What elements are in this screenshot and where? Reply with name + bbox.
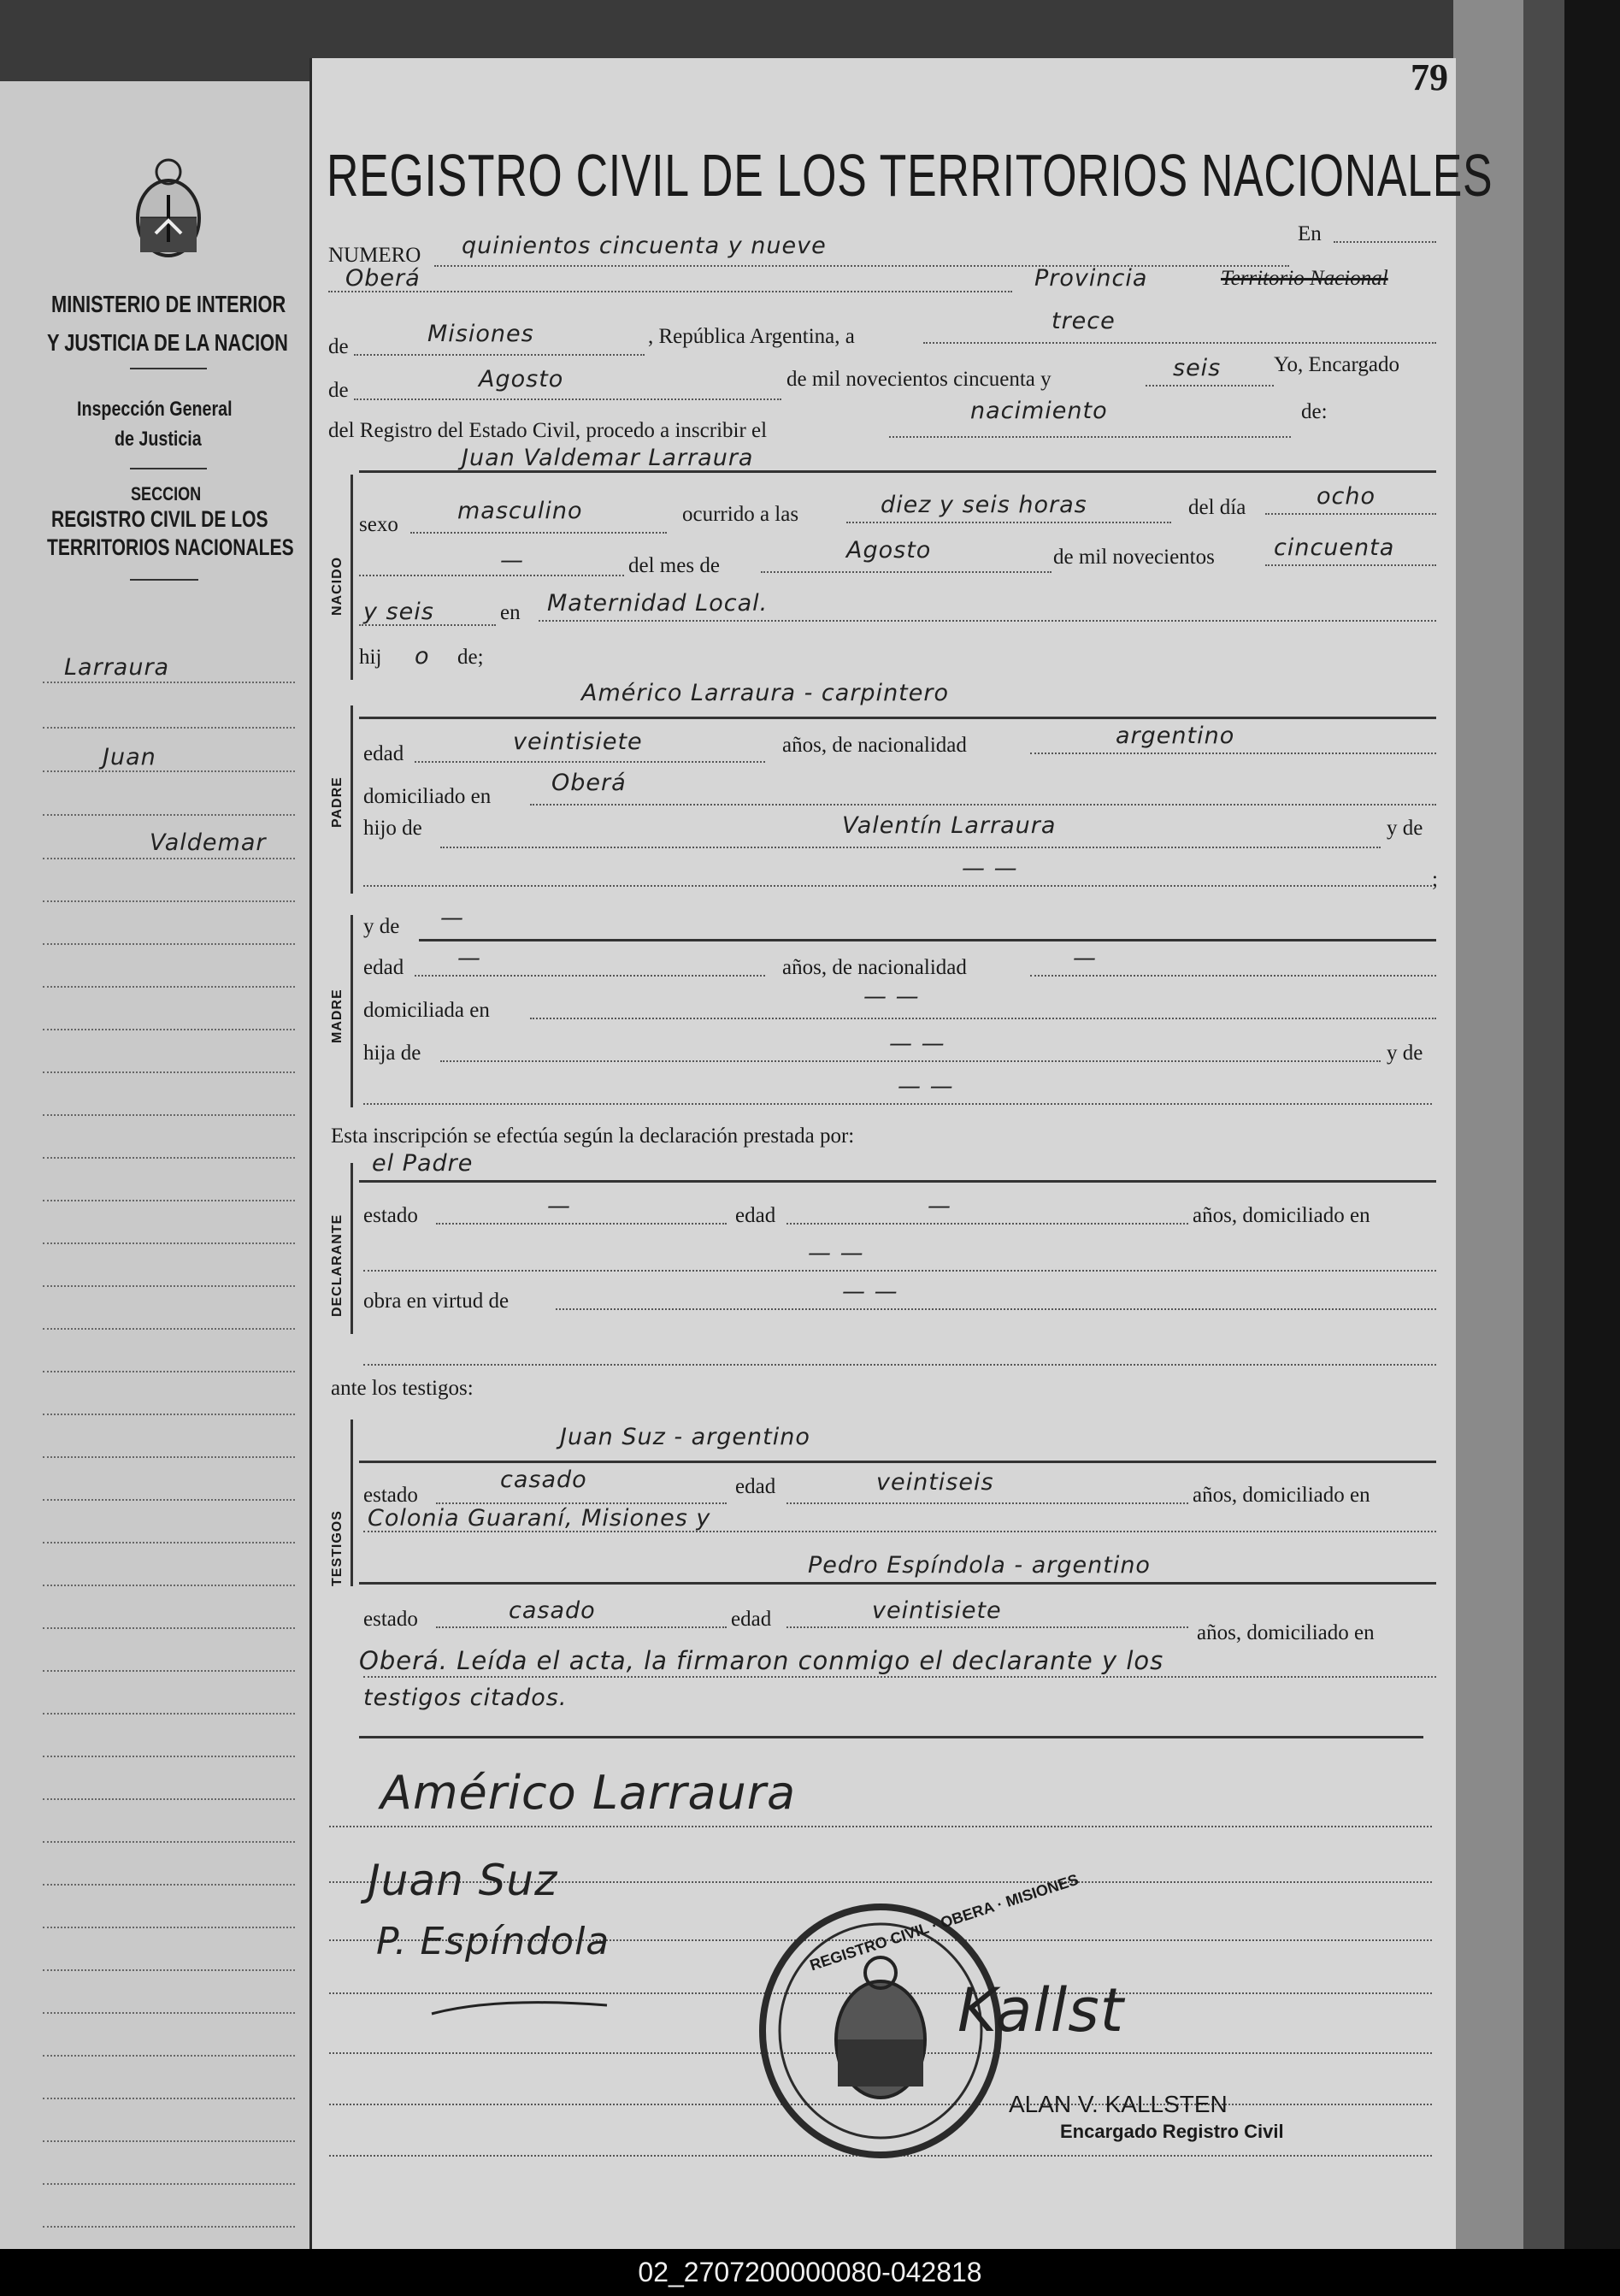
ruled-line [43, 1542, 295, 1543]
hora-value: diez y seis horas [881, 492, 1087, 518]
madre-nac-dash: — [1073, 945, 1097, 971]
book-spine-shadow [1523, 0, 1564, 2249]
field-line [440, 847, 1381, 848]
name-line [359, 1461, 1436, 1463]
del-mes-label: del mes de [628, 554, 720, 577]
de-label: de [328, 335, 349, 358]
ruled-line [43, 770, 295, 772]
name-line [359, 1180, 1436, 1183]
ruled-line [43, 682, 295, 683]
ruled-line [43, 2012, 295, 2014]
section-bracket [351, 1163, 353, 1334]
estado-label: estado [363, 1204, 418, 1227]
hijo-label-a: hij [359, 646, 382, 669]
ruled-line [43, 1713, 295, 1715]
de-colon: de: [1301, 400, 1328, 423]
nacionalidad-label: años, de nacionalidad [782, 734, 967, 757]
t2-domicilio: Oberá. Leída el acta, la firmaron conmigo el declarante y los [359, 1646, 1164, 1675]
field-line [556, 1308, 1436, 1310]
del-dia-label: del día [1188, 496, 1246, 519]
ruled-line [43, 1071, 295, 1073]
name-line [359, 1582, 1436, 1585]
field-line [363, 1676, 1436, 1678]
ruled-line [43, 2183, 295, 2185]
madre-dom-dashes: — — [863, 983, 920, 1010]
madre-dash: — [440, 905, 464, 931]
section-bracket [351, 915, 353, 1107]
ruled-line [43, 1328, 295, 1330]
field-line [434, 265, 1289, 267]
madre-hija-dashes: — — [889, 1030, 945, 1057]
field-line [359, 575, 624, 576]
padre-dashes: — — [962, 855, 1018, 882]
hijo-value: o [415, 643, 430, 670]
decl-obra-dashes: — — [842, 1278, 898, 1305]
declarante-section-label: DECLARANTE [330, 1213, 345, 1317]
field-line [354, 398, 781, 400]
section-bracket [351, 475, 353, 680]
field-line [539, 620, 1436, 622]
ruled-line [43, 1670, 295, 1672]
field-line [436, 1626, 727, 1628]
field-line [530, 1018, 1436, 1019]
declarante-intro: Esta inscripción se efectúa según la declaración prestada por: [331, 1124, 855, 1148]
dia-value: ocho [1317, 483, 1376, 510]
en-label: En [1298, 222, 1322, 245]
field-line [889, 436, 1291, 438]
divider [130, 579, 198, 581]
provincia-value: Provincia [1034, 265, 1148, 292]
acto-value: nacimiento [970, 398, 1108, 424]
padre-section-label: PADRE [330, 776, 345, 828]
field-line [415, 761, 765, 763]
registro-label: del Registro del Estado Civil, procedo a inscribir el [328, 419, 768, 442]
ruled-line [43, 1627, 295, 1629]
en-label: en [500, 601, 521, 624]
territorio-label: Territorio Nacional [1221, 267, 1388, 290]
page-number: 79 [1411, 56, 1448, 98]
field-line [354, 354, 645, 356]
section-name-1: REGISTRO CIVIL DE LOS [51, 506, 268, 532]
mil-label: de mil novecientos [1053, 546, 1215, 569]
domicilio-label: domiciliada en [363, 999, 490, 1022]
sexo-value: masculino [457, 498, 583, 524]
section-name-2: TERRITORIOS NACIONALES [47, 534, 294, 560]
field-line [415, 975, 765, 977]
ruled-line [43, 1585, 295, 1586]
hijo-label-b: de; [457, 646, 484, 669]
field-line [436, 1223, 727, 1225]
decl-estado-dash: — [547, 1193, 571, 1219]
signature-flourish [427, 1992, 624, 2027]
obra-label: obra en virtud de [363, 1290, 510, 1313]
ruled-line [43, 1969, 295, 1971]
decl-dom-dashes: — — [808, 1240, 864, 1266]
t1-edad: veintiseis [876, 1469, 994, 1496]
numero-value: quinientos cincuenta y nueve [462, 233, 827, 259]
field-line [363, 1103, 1432, 1105]
footer-id: 02_2707200000080-042818 [0, 2249, 1620, 2296]
divider [130, 468, 207, 469]
signature-line [329, 1826, 1432, 1827]
ruled-line [43, 900, 295, 902]
section-label: SECCION [131, 483, 202, 505]
domicilio-value: Oberá [551, 770, 627, 796]
seal-text: REGISTRO CIVIL · OBERA · MISIONES [807, 1870, 1081, 1974]
field-line [363, 1270, 1436, 1272]
ruled-line [43, 1371, 295, 1372]
field-line [1030, 753, 1436, 754]
estado-label: estado [363, 1608, 418, 1631]
mes-value: Agosto [479, 366, 564, 393]
margin-second-name: Valdemar [150, 829, 267, 856]
firma-encargado: Kallst [957, 1975, 1125, 2045]
edad-label: edad [731, 1608, 772, 1631]
field-line [1334, 241, 1436, 243]
t1-nombre: Juan Suz - argentino [560, 1424, 810, 1450]
madre-section-label: MADRE [330, 989, 345, 1043]
ruled-line [43, 858, 295, 859]
edad-label: edad [363, 742, 404, 765]
firma-testigo-1: Juan Suz [368, 1856, 558, 1905]
ruled-line [43, 1200, 295, 1201]
margin-first-name: Juan [103, 744, 156, 770]
firma-testigo-2: P. Espíndola [376, 1920, 610, 1963]
coat-of-arms-icon [130, 156, 207, 263]
testigos-intro: ante los testigos: [331, 1377, 474, 1400]
ruled-line [43, 1927, 295, 1928]
ministry-line-1: MINISTERIO DE INTERIOR [51, 291, 286, 317]
nacionalidad-value: argentino [1116, 723, 1235, 749]
inspection-line-2: de Justicia [115, 428, 202, 451]
field-line [440, 1060, 1381, 1062]
dash-value: — [500, 547, 524, 574]
declarante-nombre: el Padre [372, 1150, 474, 1177]
estado-label: estado [363, 1484, 418, 1507]
lugar-value: Maternidad Local. [547, 590, 769, 617]
de-label: de [328, 379, 349, 402]
page-title: REGISTRO CIVIL DE LOS TERRITORIOS NACIONALES [327, 142, 1493, 209]
republica-label: , República Argentina, a [648, 325, 855, 348]
y-de-label: y de [1387, 1042, 1423, 1065]
field-line [1030, 975, 1436, 977]
t1-estado: casado [500, 1467, 587, 1493]
section-bracket [351, 1420, 353, 1586]
cierre-text: testigos citados. [363, 1685, 568, 1711]
ruled-line [43, 2098, 295, 2099]
close-line [359, 1736, 1423, 1738]
field-line [436, 1502, 727, 1504]
edad-label: edad [735, 1204, 776, 1227]
field-line [1265, 513, 1436, 515]
ruled-line [43, 1157, 295, 1159]
anio-value-2: y seis [363, 599, 434, 625]
dia-value: trece [1052, 308, 1116, 334]
lugar-value: Oberá [345, 265, 421, 292]
field-line [363, 885, 1432, 887]
field-line [410, 532, 667, 534]
ruled-line [43, 2055, 295, 2057]
name-line [359, 717, 1436, 719]
ruled-line [43, 1029, 295, 1030]
hijo-de-value: Valentín Larraura [842, 812, 1057, 839]
numero-label: NUMERO [328, 244, 421, 267]
t1-domicilio: Colonia Guaraní, Misiones y [368, 1505, 711, 1532]
padre-nombre: Américo Larraura - carpintero [581, 680, 949, 706]
ruled-line [43, 814, 295, 816]
decl-edad-dash: — [928, 1193, 951, 1219]
ruled-line [43, 1114, 295, 1116]
domicilio-label: años, domiciliado en [1193, 1484, 1370, 1507]
field-line [1265, 564, 1436, 566]
ruled-line [43, 1884, 295, 1886]
edad-label: edad [735, 1475, 776, 1498]
ruled-line [43, 2140, 295, 2142]
encargado-cargo: Encargado Registro Civil [1060, 2121, 1284, 2142]
anio-value: seis [1173, 355, 1222, 381]
domicilio-label: años, domiciliado en [1193, 1204, 1370, 1227]
domicilio-label: domiciliado en [363, 785, 492, 808]
field-line [786, 1502, 1188, 1504]
nacido-section-label: NACIDO [330, 556, 345, 616]
t2-edad: veintisiete [872, 1597, 1002, 1624]
ruled-line [43, 2226, 295, 2228]
section-bracket [351, 705, 353, 894]
scan-edge [1564, 0, 1620, 2249]
ruled-line [43, 1841, 295, 1843]
ruled-line [43, 1456, 295, 1458]
ministry-line-2: Y JUSTICIA DE LA NACION [47, 329, 288, 356]
anio-value-1: cincuenta [1274, 534, 1395, 561]
yo-label: Yo, Encargado [1274, 353, 1399, 376]
hija-de-label: hija de [363, 1042, 421, 1065]
provincia-name: Misiones [427, 321, 534, 347]
domicilio-label: años, domiciliado en [1197, 1621, 1375, 1644]
mes-value: Agosto [846, 537, 932, 564]
firma-declarante: Américo Larraura [380, 1766, 797, 1820]
ruled-line [43, 986, 295, 988]
ruled-line [43, 1414, 295, 1415]
hijo-de-label: hijo de [363, 817, 422, 840]
madre-last-dashes: — — [898, 1073, 954, 1100]
ruled-line [43, 1242, 295, 1244]
edad-value: veintisiete [513, 729, 643, 755]
nacido-nombre: Juan Valdemar Larraura [462, 445, 754, 471]
y-de-label: y de [363, 915, 400, 938]
field-line [786, 1223, 1188, 1225]
nacionalidad-label: años, de nacionalidad [782, 956, 967, 979]
name-line [419, 939, 1436, 941]
field-line [786, 1626, 1188, 1628]
ruled-line [43, 1285, 295, 1287]
field-line [363, 1364, 1436, 1366]
ruled-line [43, 1499, 295, 1501]
ocurrido-label: ocurrido a las [682, 503, 799, 526]
encargado-nombre: ALAN V. KALLSTEN [1009, 2091, 1228, 2117]
sexo-label: sexo [359, 513, 398, 536]
ruled-line [43, 943, 295, 945]
ruled-line [43, 727, 295, 729]
madre-edad-dash: — [457, 945, 481, 971]
left-margin-page [0, 81, 309, 2249]
testigos-section-label: TESTIGOS [330, 1510, 345, 1586]
semicolon: ; [1432, 868, 1438, 891]
field-line [1146, 385, 1274, 387]
t2-nombre: Pedro Espíndola - argentino [808, 1552, 1151, 1579]
y-de-label: y de [1387, 817, 1423, 840]
field-line [328, 291, 1012, 292]
divider [130, 368, 207, 369]
field-line [923, 342, 1436, 344]
field-line [530, 804, 1436, 806]
field-line [846, 522, 1171, 523]
margin-surname: Larraura [64, 654, 170, 681]
inspection-line-1: Inspección General [77, 398, 233, 421]
mil-label: de mil novecientos cincuenta y [786, 368, 1052, 391]
field-line [761, 571, 1052, 573]
ruled-line [43, 1798, 295, 1800]
edad-label: edad [363, 956, 404, 979]
ruled-line [43, 1756, 295, 1757]
t2-estado: casado [509, 1597, 596, 1624]
